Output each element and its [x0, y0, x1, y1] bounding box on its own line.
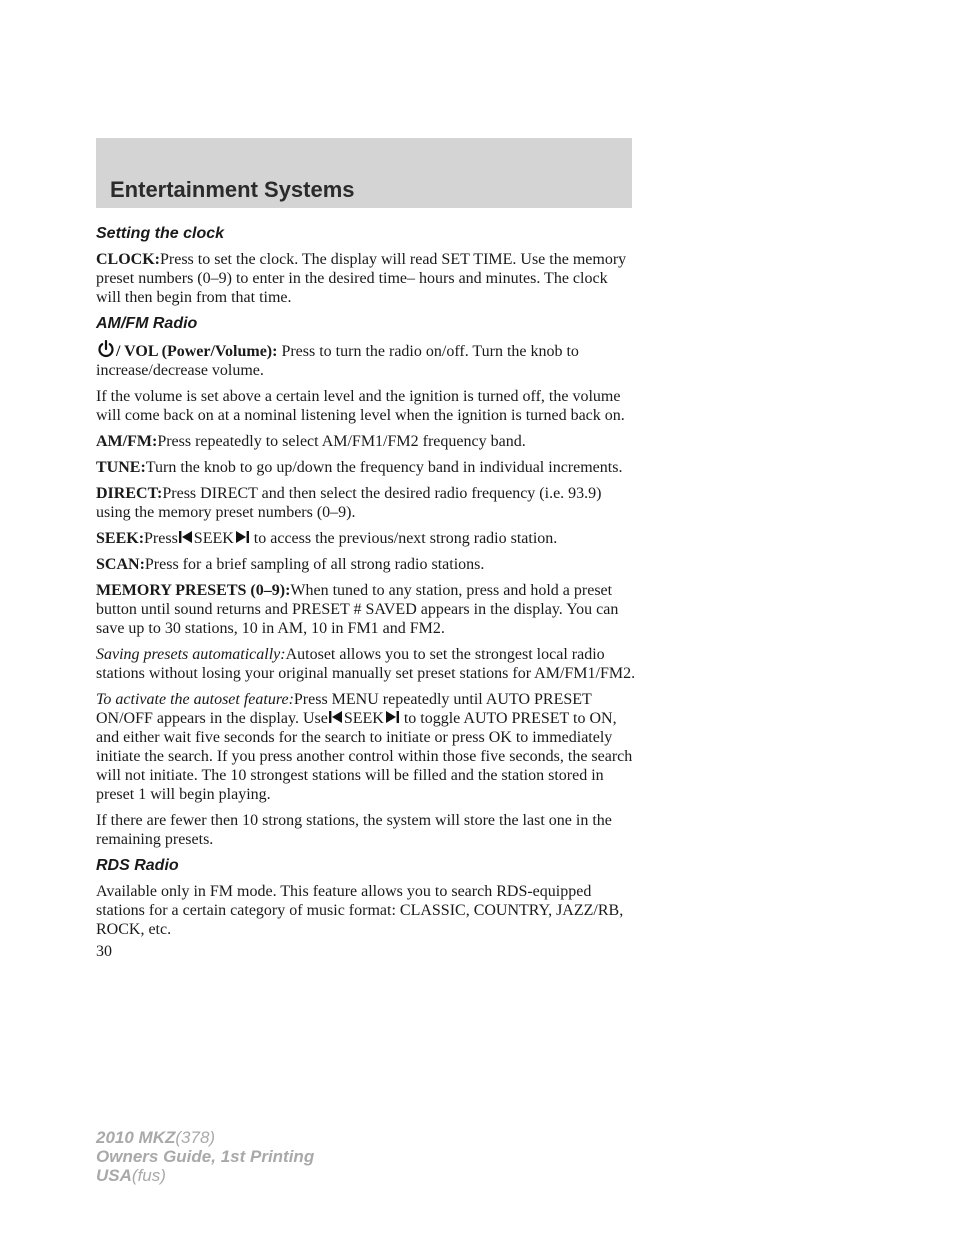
footer-region-code: (fus)	[131, 1166, 166, 1185]
footer-guide-line	[96, 1147, 314, 1166]
term-amfm: AM/FM:	[96, 433, 158, 450]
paragraph-fewer: If there are fewer then 10 strong stations, the system will store the last one in the remaining presets.	[96, 812, 612, 848]
text-tune: Turn the knob to go up/down the frequency band in individual increments.	[145, 459, 623, 476]
text-power: Press to turn the radio on/off. Turn the knob to increase/decrease volume.	[96, 343, 579, 379]
text-activate-seek: SEEK	[343, 710, 384, 727]
footer	[96, 1128, 314, 1185]
footer-model-line	[96, 1128, 314, 1147]
paragraph-clock	[96, 250, 636, 307]
seek-right-icon	[384, 709, 400, 725]
footer-region-line	[96, 1166, 314, 1185]
paragraph-autoset	[96, 645, 636, 683]
term-direct: DIRECT:	[96, 485, 163, 502]
text-direct: Press DIRECT and then select the desired radio frequency (i.e. 93.9) using the memory preset numbers (0–9).	[96, 485, 602, 521]
text-scan: Press for a brief sampling of all strong radio stations.	[144, 556, 485, 573]
paragraph-rds: Available only in FM mode. This feature allows you to search RDS-equipped stations for a certain category of music format: CLASSIC, COUNTRY, JAZZ/RB, ROCK, etc.	[96, 883, 624, 938]
text-activate-1: Press MENU repeatedly until AUTO PRESET ON/OFF appears in the display. Use	[96, 691, 592, 727]
paragraph-scan	[96, 555, 636, 574]
footer-guide: Owners Guide, 1st Printing	[96, 1147, 315, 1166]
paragraph-power	[96, 340, 636, 380]
page-number: 30	[96, 943, 112, 960]
paragraph-seek	[96, 529, 636, 548]
text-autoset: Autoset allows you to set the strongest local radio stations without losing your original manually set preset stations for AM/FM1/FM2.	[96, 646, 636, 682]
paragraph-volume-note: If the volume is set above a certain level and the ignition is turned off, the volume will come back on at a nominal listening level when the ignition is turned back on.	[96, 388, 625, 424]
text-seek-press: Press	[144, 530, 178, 547]
text-seek: to access the previous/next strong radio station.	[253, 530, 558, 547]
seek-left-icon	[328, 709, 344, 725]
section-heading-radio: AM/FM Radio	[96, 315, 198, 332]
page-title: Entertainment Systems	[110, 177, 355, 202]
footer-region: USA	[96, 1166, 132, 1185]
paragraph-memory	[96, 581, 636, 638]
term-power: / VOL (Power/Volume):	[116, 343, 278, 360]
page-content	[96, 224, 636, 946]
section-heading-clock: Setting the clock	[96, 225, 225, 242]
paragraph-direct	[96, 484, 636, 522]
paragraph-amfm	[96, 432, 636, 451]
text-seek-word: SEEK	[193, 530, 234, 547]
text-clock: Press to set the clock. The display will read SET TIME. Use the memory preset numbers (0–9) to enter in the desired time– hours and minutes. The clock will then begin from that time.	[96, 251, 627, 306]
term-scan: SCAN:	[96, 556, 145, 573]
term-memory: MEMORY PRESETS (0–9):	[96, 582, 291, 599]
text-memory: When tuned to any station, press and hold a preset button until sound returns and PRESET # SAVED appears in the display. You can save up to 30 stations, 10 in AM, 10 in FM1 and FM2.	[96, 582, 619, 637]
paragraph-tune	[96, 458, 636, 477]
footer-model: 2010 MKZ	[96, 1128, 176, 1147]
lead-autoset: Saving presets automatically:	[96, 646, 286, 663]
term-tune: TUNE:	[96, 459, 146, 476]
section-heading-rds: RDS Radio	[96, 857, 179, 874]
term-seek: SEEK:	[96, 530, 145, 547]
power-icon	[96, 340, 116, 358]
text-activate-2: to toggle AUTO PRESET to ON, and either wait five seconds for the search to initiate or press OK to immediately initiate the search. If you press another control within those five seconds, the search will not initiate. The 10 strongest stations will be filled and the station stored in preset 1 will begin playing.	[96, 710, 633, 803]
text-amfm: Press repeatedly to select AM/FM1/FM2 frequency band.	[157, 433, 526, 450]
footer-model-code: (378)	[175, 1128, 216, 1147]
lead-activate: To activate the autoset feature:	[96, 691, 294, 708]
paragraph-activate	[96, 690, 636, 804]
term-clock: CLOCK:	[96, 251, 160, 268]
seek-right-icon	[234, 529, 250, 545]
seek-left-icon	[178, 529, 194, 545]
